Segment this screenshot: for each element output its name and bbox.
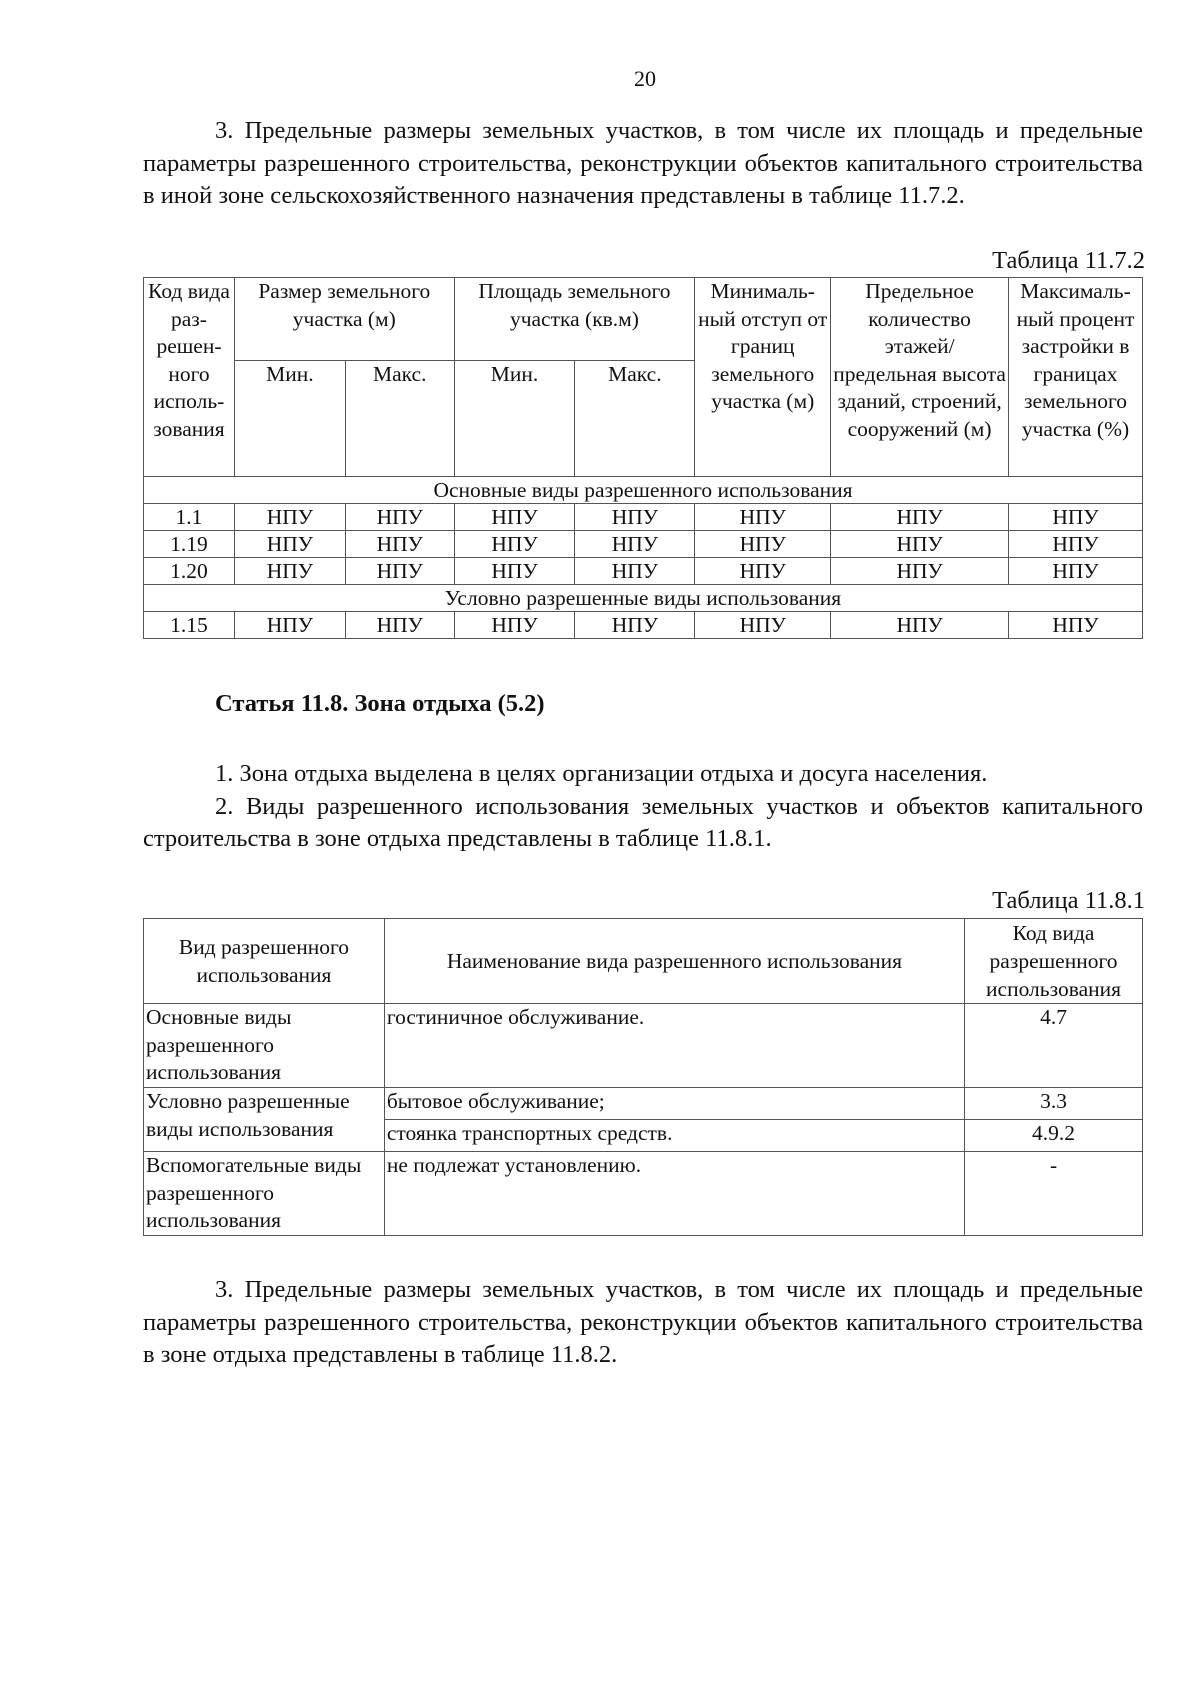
table-cell: НПУ xyxy=(575,612,695,639)
header-min: Мин. xyxy=(454,361,575,477)
table-cell: НПУ xyxy=(831,504,1009,531)
page-number: 20 xyxy=(634,66,656,91)
table-cell: НПУ xyxy=(695,504,831,531)
limits-table xyxy=(143,277,1143,639)
table-cell: НПУ xyxy=(454,612,575,639)
table-cell: НПУ xyxy=(234,558,345,585)
header-use-name: Наименование вида разрешенного использования xyxy=(384,919,964,1004)
table-caption: Таблица 11.7.2 xyxy=(992,247,1145,274)
table-cell: НПУ xyxy=(345,504,454,531)
header-size: Размер земельного участка (м) xyxy=(234,278,454,361)
table-cell: 1.15 xyxy=(144,612,235,639)
paragraph-line: 2. Виды разрешенного использования земельных участков и объектов xyxy=(215,792,990,820)
use-name-cell: стоянка транспортных средств. xyxy=(384,1120,964,1152)
permitted-uses-table xyxy=(143,918,1143,1236)
header-max: Макс. xyxy=(345,361,454,477)
table-cell: 1.20 xyxy=(144,558,235,585)
table-cell: НПУ xyxy=(575,504,695,531)
table-row xyxy=(144,1004,1143,1088)
table-cell: НПУ xyxy=(575,531,695,558)
table-row xyxy=(144,1088,1143,1120)
table-cell: НПУ xyxy=(831,558,1009,585)
table-cell: НПУ xyxy=(695,558,831,585)
header-area: Площадь земельного участка (кв.м) xyxy=(454,278,695,361)
table-cell: НПУ xyxy=(831,531,1009,558)
table-row xyxy=(144,1152,1143,1236)
paragraph-line: 3. Предельные размеры земельных участков, в том числе их площадь и xyxy=(215,1276,1009,1303)
header-max: Макс. xyxy=(575,361,695,477)
header-floors: Предельное количество этажей/ предельная высота зданий, строений, сооружений (м) xyxy=(831,278,1009,477)
paragraph-line: капитального строительства в иной зоне сельскохозяйственного назначения xyxy=(143,149,1143,209)
use-name-cell: бытовое обслуживание; xyxy=(384,1088,964,1120)
paragraph-line: представлены в таблице 11.7.2. xyxy=(640,182,965,209)
section-title: Условно разрешенные виды использования xyxy=(144,585,1143,612)
table-cell: НПУ xyxy=(695,612,831,639)
use-type-cell: Условно разрешенные виды использования xyxy=(144,1088,385,1152)
paragraph-line: капитального строительства в зоне отдыха представлены в таблице 11.8.1. xyxy=(143,792,1144,852)
use-code-cell: 3.3 xyxy=(965,1088,1143,1120)
header-use-type: Вид разрешенного использования xyxy=(144,919,385,1004)
table-cell: НПУ xyxy=(454,558,575,585)
use-code-cell: 4.7 xyxy=(965,1004,1143,1088)
section-title: Основные виды разрешенного использования xyxy=(144,477,1143,504)
table-row xyxy=(144,531,1143,558)
header-setback: Минималь- ный отступ от границ земельного участка (м) xyxy=(695,278,831,477)
table-cell: НПУ xyxy=(575,558,695,585)
table-cell: НПУ xyxy=(234,531,345,558)
paragraph-limits-rest-zone xyxy=(143,1274,1143,1372)
table-cell: НПУ xyxy=(831,612,1009,639)
use-code-cell: 4.9.2 xyxy=(965,1120,1143,1152)
table-cell: НПУ xyxy=(234,504,345,531)
use-code-cell: - xyxy=(965,1152,1143,1236)
article-heading: Статья 11.8. Зона отдыха (5.2) xyxy=(215,690,545,717)
paragraph-line: предельные параметры разрешенного строительства, реконструкции объектов xyxy=(143,1276,1144,1336)
table-cell: НПУ xyxy=(345,612,454,639)
use-type-cell: Основные виды разрешенного использования xyxy=(144,1004,385,1088)
table-cell: НПУ xyxy=(454,531,575,558)
paragraph-line: предельные параметры разрешенного строительства, реконструкции объектов xyxy=(143,117,1144,177)
table-cell: 1.19 xyxy=(144,531,235,558)
table-cell: НПУ xyxy=(345,558,454,585)
table-cell: НПУ xyxy=(1009,531,1143,558)
paragraph-line: 3. Предельные размеры земельных участков, в том числе их площадь и xyxy=(215,117,1009,144)
table-row xyxy=(144,504,1143,531)
table-cell: НПУ xyxy=(345,531,454,558)
table-cell: НПУ xyxy=(1009,558,1143,585)
table-row xyxy=(144,612,1143,639)
header-code: Код вида раз- решен- ного исполь- зования xyxy=(144,278,235,477)
header-coverage: Максималь- ный процент застройки в границах земельного участка (%) xyxy=(1009,278,1143,477)
table-cell: НПУ xyxy=(1009,612,1143,639)
table-cell: НПУ xyxy=(454,504,575,531)
header-use-code: Код вида разрешенного использования xyxy=(965,919,1143,1004)
paragraph-limits-agri-zone xyxy=(143,115,1143,213)
use-name-cell: не подлежат установлению. xyxy=(384,1152,964,1236)
paragraph-line: капитального строительства в зоне отдыха представлены в таблице 11.8.2. xyxy=(143,1308,1143,1368)
table-cell: 1.1 xyxy=(144,504,235,531)
use-type-cell: Вспомогательные виды разрешенного использования xyxy=(144,1152,385,1236)
table-cell: НПУ xyxy=(234,612,345,639)
use-name-cell: гостиничное обслуживание. xyxy=(384,1004,964,1088)
paragraph-line: 1. Зона отдыха выделена в целях организации отдыха и досуга населения. xyxy=(215,760,988,787)
table-caption: Таблица 11.8.1 xyxy=(992,887,1145,914)
table-cell: НПУ xyxy=(1009,504,1143,531)
table-cell: НПУ xyxy=(695,531,831,558)
header-min: Мин. xyxy=(234,361,345,477)
paragraph-zone-description xyxy=(143,758,1143,856)
table-row xyxy=(144,558,1143,585)
